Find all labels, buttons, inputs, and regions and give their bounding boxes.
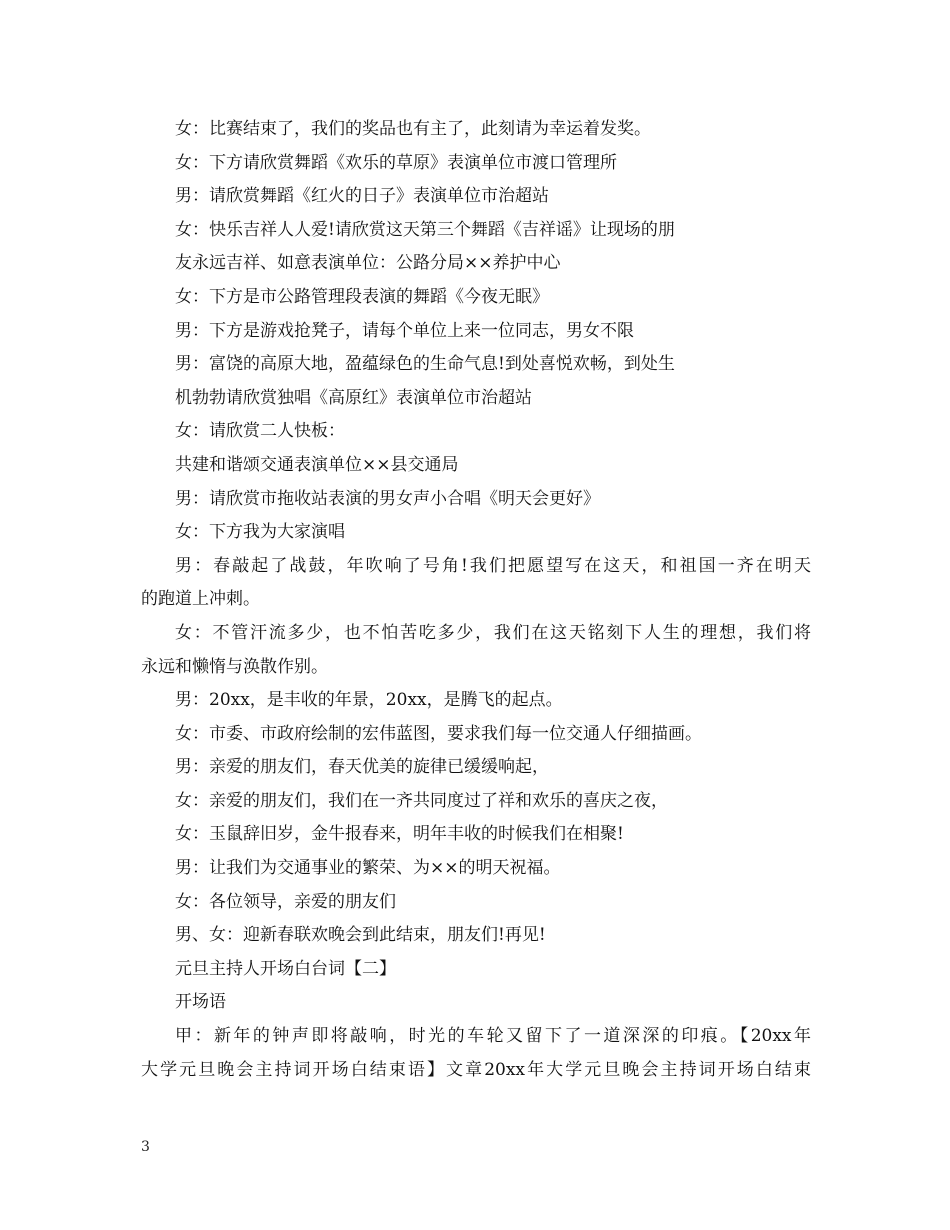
text-line: 的跑道上冲刺。 [141,589,260,610]
text-line: 女：快乐吉祥人人爱!请欣赏这天第三个舞蹈《吉祥谣》让现场的朋 [175,219,675,240]
text-line: 女：各位领导，亲爱的朋友们 [175,891,396,912]
text-line: 共建和谐颂交通表演单位××县交通局 [175,454,459,475]
text-line: 永远和懒惰与涣散作别。 [141,656,328,677]
text-line: 开场语 [175,992,226,1013]
text-line: 女：市委、市政府绘制的宏伟蓝图，要求我们每一位交通人仔细描画。 [175,723,702,744]
text-line: 男：亲爱的朋友们，春天优美的旋律已缓缓响起， [175,757,549,778]
text-line: 男：让我们为交通事业的繁荣、为××的明天祝福。 [175,858,561,879]
text-line: 男：请欣赏市拖收站表演的男女声小合唱《明天会更好》 [175,488,600,509]
text-line: 女：亲爱的朋友们，我们在一齐共同度过了祥和欢乐的喜庆之夜， [175,790,668,811]
text-line: 甲：新年的钟声即将敲响，时光的车轮又留下了一道深深的印痕。【20xx年 [175,1026,811,1047]
text-line: 女：比赛结束了，我们的奖品也有主了，此刻请为幸运着发奖。 [175,119,651,139]
text-line: 女：下方是市公路管理段表演的舞蹈《今夜无眠》 [175,286,549,307]
text-line: 女：玉鼠辞旧岁，金牛报春来，明年丰收的时候我们在相聚! [175,824,624,845]
section-heading: 元旦主持人开场白台词【二】 [175,958,396,979]
text-line: 男：春敲起了战鼓，年吹响了号角!我们把愿望写在这天，和祖国一齐在明天 [175,555,811,576]
text-line: 男：富饶的高原大地，盈蕴绿色的生命气息!到处喜悦欢畅，到处生 [175,354,675,375]
text-line: 机勃勃请欣赏独唱《高原红》表演单位市治超站 [175,387,532,408]
text-line: 女：不管汗流多少，也不怕苦吃多少，我们在这天铭刻下人生的理想，我们将 [175,622,811,643]
text-line: 女：下方请欣赏舞蹈《欢乐的草原》表演单位市渡口管理所 [175,152,617,173]
body-text [141,113,811,1087]
text-line: 大学元旦晚会主持词开场白结束语】文章20xx年大学元旦晚会主持词开场白结束 [141,1059,811,1080]
text-line: 男：请欣赏舞蹈《红火的日子》表演单位市治超站 [175,186,549,207]
text-line: 男：20xx，是丰收的年景，20xx，是腾飞的起点。 [175,690,563,711]
page-number: 3 [141,1139,150,1155]
text-line: 女：下方我为大家演唱 [175,522,345,543]
text-line: 友永远吉祥、如意表演单位：公路分局××养护中心 [175,253,561,274]
text-line: 女：请欣赏二人快板： [175,421,345,442]
text-line: 男：下方是游戏抢凳子，请每个单位上来一位同志，男女不限 [175,320,634,341]
text-line: 男、女：迎新春联欢晚会到此结束，朋友们!再见! [175,925,546,946]
